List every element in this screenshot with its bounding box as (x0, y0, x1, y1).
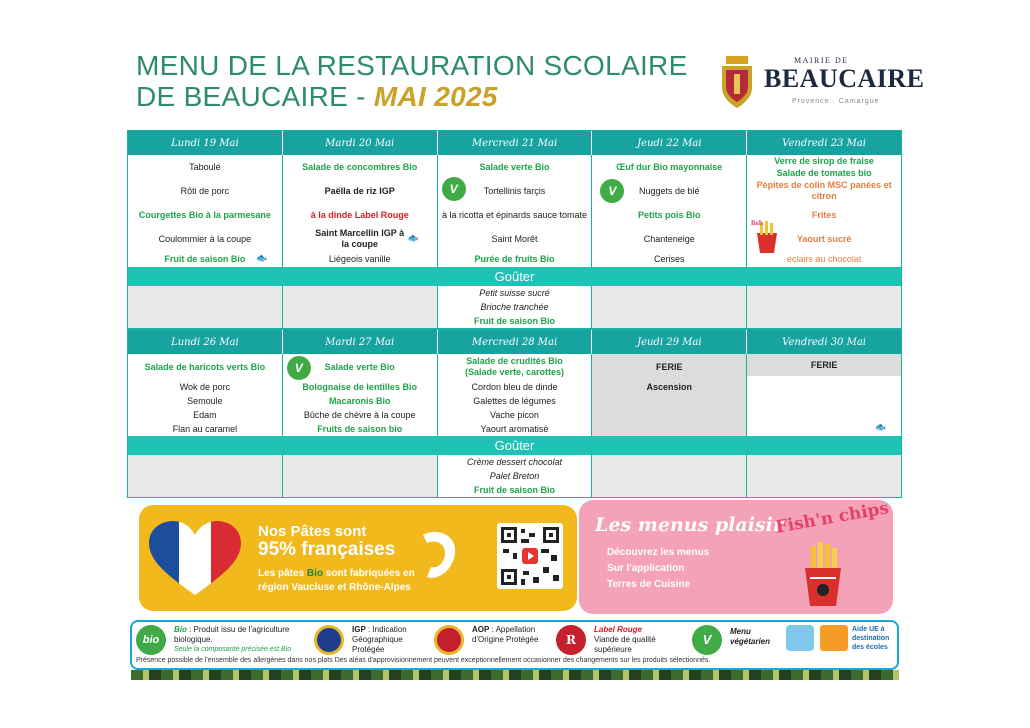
menu-item: Coulommier à la coupe (158, 233, 252, 244)
menu-item: Taboulé (189, 161, 221, 172)
gouter-empty-cell (128, 455, 283, 497)
week-1-table (127, 130, 902, 329)
menu-item: Paëlla de riz IGP (324, 185, 395, 196)
ue-school-icon (820, 625, 848, 651)
crest-icon (718, 54, 756, 110)
menu-item: FERIE (656, 361, 683, 372)
msc-fish-icon: 🐟 (407, 233, 420, 243)
menu-item: Rôti de porc (180, 185, 230, 196)
gouter-item: Brioche tranchée (480, 301, 549, 312)
menu-item: Salade de concombres Bio (302, 161, 418, 172)
svg-text:fish: fish (751, 220, 764, 227)
menu-item: Courgettes Bio à la parmesane (138, 209, 271, 220)
gouter-empty-cell (128, 286, 283, 328)
gouter-empty-cell (283, 286, 438, 328)
day-header: Lundi 19 Mai (128, 131, 283, 155)
vegetarian-icon: V (600, 179, 624, 203)
day-header: Mardi 27 Mai (283, 330, 438, 354)
legend-aop-text (472, 625, 542, 645)
france-heart-icon (147, 521, 243, 597)
fish-n-chips-icon (749, 217, 785, 255)
menu-mercredi (438, 354, 593, 436)
menu-vendredi (747, 354, 901, 436)
legend-lr-title: Label Rouge (594, 625, 643, 634)
menus-plaisir-banner (579, 500, 893, 614)
legend-bio-note: Seule la composante précisée est Bio (174, 646, 292, 653)
menu-item: Edam (193, 409, 217, 420)
menu-item: Frites (811, 209, 837, 220)
aop-icon (434, 625, 464, 655)
menu-item: Tortellinis farçis (483, 185, 546, 196)
menu-item: Semoule (187, 395, 223, 406)
igp-icon (314, 625, 344, 655)
title-accent: MAI 2025 (373, 81, 498, 112)
plaisir-text (607, 545, 709, 593)
bio-icon: bio (136, 625, 166, 655)
menu-item: Salade de crudités Bio (Salade verte, carottes) (464, 356, 565, 377)
plaisir-line-1: Découvrez les menus (607, 547, 710, 558)
menu-item: Cerises (654, 253, 685, 264)
legend-ue-text: Aide UE à destination des écoles (852, 626, 890, 651)
menu-item: Cordon bleu de dinde (471, 381, 558, 392)
legend-bio-text (174, 625, 299, 655)
menu-item: Pépites de colin MSC panées et citron (756, 180, 892, 201)
menu-item: Saint Morêt (491, 233, 538, 244)
day-header: Mercredi 21 Mai (438, 131, 593, 155)
msc-fish-icon: 🐟 (256, 253, 268, 263)
page-title (136, 50, 716, 112)
menu-item: Salade de haricots verts Bio (144, 361, 266, 372)
beaucaire-logo (718, 54, 925, 112)
menu-item: Verre de sirop de fraise (774, 155, 874, 166)
menu-item: Fruits de saison bio (317, 423, 403, 434)
week-1-menu-row (128, 155, 901, 267)
menu-item: Salade verte Bio (479, 161, 550, 172)
gouter-empty-cell (747, 286, 901, 328)
pates-francaises-banner (139, 505, 577, 611)
menu-lundi (128, 155, 283, 267)
day-header: Mercredi 28 Mai (438, 330, 593, 354)
vegetarian-icon: V (442, 177, 466, 201)
fish-n-chips-brand: Fish'n chips (774, 498, 891, 538)
legend-igp-title: IGP (352, 625, 366, 634)
menu-item: eclairs au chocolat (786, 253, 862, 264)
menu-item: Yaourt sucré (796, 233, 852, 244)
day-header: Lundi 26 Mai (128, 330, 283, 354)
label-rouge-icon: R (556, 625, 586, 655)
week-1-day-header (128, 131, 901, 155)
footer-decoration (131, 670, 899, 680)
vegetarian-icon: V (692, 625, 722, 655)
vegetarian-icon: V (287, 356, 311, 380)
day-header: Vendredi 30 Mai (782, 336, 866, 348)
menu-item: Chanteneige (643, 233, 695, 244)
pates-text-bio: Bio (306, 568, 324, 579)
plaisir-title: Les menus plaisir (595, 514, 783, 536)
pates-line-1: Nos Pâtes sont (258, 523, 367, 540)
menu-jeudi (592, 155, 747, 267)
title-prefix: DE BEAUCAIRE - (136, 81, 374, 112)
gouter-empty-cell (592, 455, 747, 497)
gouter-item: Crème dessert chocolat (466, 456, 563, 467)
gouter-banner: Goûter (128, 267, 901, 286)
gouter-mercredi (438, 455, 593, 497)
legend-bio-title: Bio (174, 625, 187, 634)
pates-text-a: Les pâtes (258, 568, 307, 579)
gouter-item: Fruit de saison Bio (473, 315, 555, 326)
plaisir-line-3: Terres de Cuisine (607, 579, 691, 590)
legend-veg-text (730, 627, 790, 647)
menu-mercredi (438, 155, 593, 267)
menu-item: Salade de tomates bio (776, 167, 872, 178)
legend-igp-desc: : Indication Géographique Protégée (352, 625, 407, 654)
menu-item: Yaourt aromatisé (480, 423, 549, 434)
menu-item: Petits pois Bio (638, 209, 701, 220)
logo-name: BEAUCAIRE (764, 64, 925, 93)
menu-item: Purée de fruits Bio (474, 253, 555, 264)
legend-lr-desc: Viande de qualité supérieure (594, 635, 656, 654)
logo-mairie: MAIRIE DE (794, 56, 849, 65)
gouter-item: Fruit de saison Bio (473, 484, 555, 495)
week-1-gouter-row (128, 286, 901, 328)
gouter-item: Petit suisse sucré (479, 287, 550, 298)
legend-aop-desc: : Appellation d'Origine Protégée (472, 625, 539, 644)
legend-igp-text (352, 625, 422, 655)
title-line-2 (136, 81, 716, 112)
menu-item: Bûche de chèvre à la coupe (303, 409, 416, 420)
menu-item: Fruit de saison Bio (164, 253, 246, 264)
legend-bio-desc: : Produit issu de l'agriculture biologique. (174, 625, 290, 644)
gouter-empty-cell (747, 455, 901, 497)
legend-lr-text (594, 625, 694, 655)
pates-line-2: 95% françaises (258, 539, 396, 560)
legend-veg-title: Menu (730, 627, 751, 636)
menu-item: Macaronis Bio (328, 395, 391, 406)
fries-icon (793, 538, 853, 608)
menu-item: Salade verte Bio (324, 361, 395, 372)
menu-item: à la ricotta et épinards sauce tomate (441, 209, 588, 220)
day-header: Mardi 20 Mai (283, 131, 438, 155)
gouter-item: Palet Breton (489, 470, 540, 481)
menu-item: à la dinde Label Rouge (310, 209, 409, 220)
legend-footnote: Présence possible de l'ensemble des allergènes dans nos plats Des aléas d'approvisionnement peuvent exceptionnellement occasionner des changements sur les produits sélectionnés. (136, 657, 711, 664)
menu-item: Wok de porc (179, 381, 231, 392)
menu-item: Galettes de légumes (473, 395, 556, 406)
gouter-mercredi (438, 286, 593, 328)
menu-item: Nuggets de blé (639, 185, 700, 196)
day-header: Jeudi 29 Mai (592, 330, 747, 354)
week-2-day-header (128, 330, 901, 354)
menu-item: Flan au caramel (172, 423, 238, 434)
plaisir-line-2: Sur l'application (607, 563, 685, 574)
qr-code-icon[interactable] (497, 523, 563, 589)
menu-item: Œuf dur Bio mayonnaise (616, 161, 723, 172)
menu-item: Vache picon (490, 409, 539, 420)
menu-mardi (283, 354, 438, 436)
week-2-table (127, 329, 902, 498)
title-line-1: MENU DE LA RESTAURATION SCOLAIRE (136, 50, 688, 81)
legend-aop-title: AOP (472, 625, 490, 634)
legend (130, 620, 899, 670)
week-2-gouter-row (128, 455, 901, 497)
ue-aid-icon (786, 625, 814, 651)
logo-sub: Provence · Camargue (792, 98, 880, 105)
menu-jeudi (592, 354, 747, 436)
menu-item: Liégeois vanille (328, 253, 391, 264)
msc-fish-icon: 🐟 (875, 422, 887, 432)
menu-lundi (128, 354, 283, 436)
day-header: Jeudi 22 Mai (592, 131, 747, 155)
menu-item: Bolognaise de lentilles Bio (302, 381, 417, 392)
menu-vendredi (747, 155, 901, 267)
menu-item: FERIE (747, 354, 901, 376)
menu-item: Saint Marcellin IGP à la coupe (315, 228, 405, 249)
menu-mardi (283, 155, 438, 267)
day-header: Vendredi 23 Mai (782, 137, 866, 149)
legend-veg-desc: végétarien (730, 637, 771, 646)
gouter-empty-cell (283, 455, 438, 497)
week-2-menu-row (128, 354, 901, 436)
pasta-icon (417, 527, 461, 583)
gouter-empty-cell (592, 286, 747, 328)
menu-item: Ascension (646, 381, 693, 392)
gouter-banner: Goûter (128, 436, 901, 455)
pates-text-c: sont fabriquées en région Vaucluse et Rhône-Alpes (258, 568, 415, 593)
